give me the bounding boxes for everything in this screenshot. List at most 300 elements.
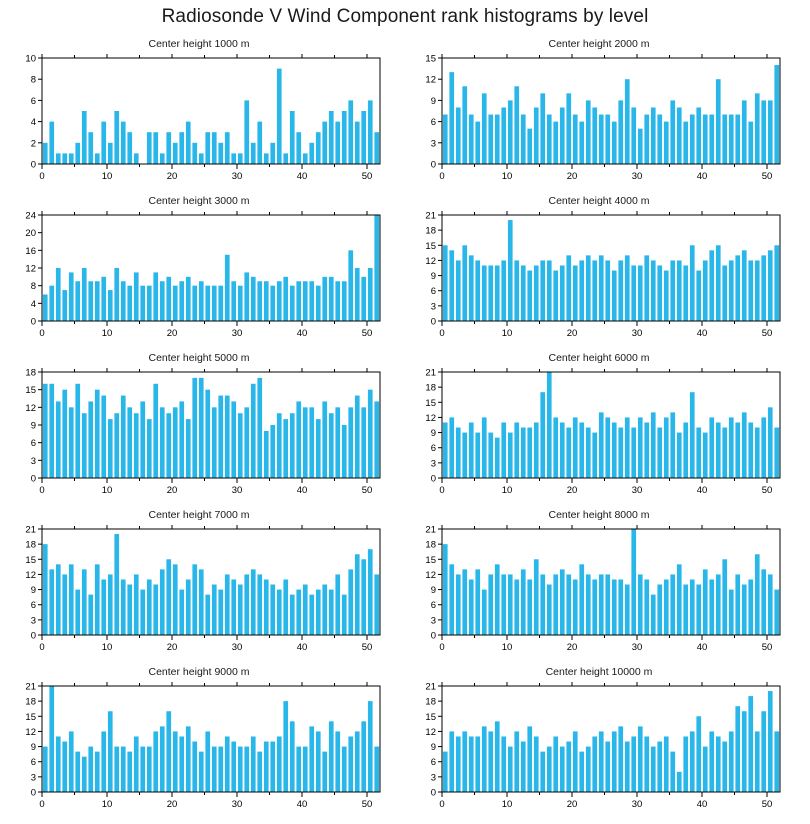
histogram-bar bbox=[173, 286, 178, 321]
histogram-bar bbox=[696, 585, 701, 635]
y-tick-label: 0 bbox=[30, 630, 36, 642]
histogram-bar bbox=[277, 736, 282, 792]
x-tick-label: 20 bbox=[166, 799, 178, 810]
x-tick-label: 50 bbox=[761, 485, 773, 496]
histogram-bar bbox=[121, 747, 126, 792]
plot-area bbox=[8, 368, 390, 500]
histogram-svg bbox=[408, 54, 790, 186]
y-tick-label: 6 bbox=[430, 443, 436, 455]
histogram-bar bbox=[625, 417, 630, 478]
histogram-bar bbox=[160, 569, 165, 635]
histogram-bar bbox=[290, 286, 295, 321]
histogram-bar bbox=[709, 115, 714, 164]
histogram-bar bbox=[527, 428, 532, 478]
histogram-bar bbox=[586, 574, 591, 635]
x-tick-label: 10 bbox=[101, 799, 113, 810]
histogram-bar bbox=[160, 153, 165, 164]
histogram-bar bbox=[56, 564, 61, 635]
histogram-bar bbox=[179, 590, 184, 635]
plot-area bbox=[408, 54, 790, 186]
histogram-bar bbox=[153, 132, 158, 164]
histogram-bar bbox=[192, 742, 197, 792]
histogram-bar bbox=[368, 701, 373, 792]
histogram-bar bbox=[638, 726, 643, 792]
histogram-bar bbox=[361, 407, 366, 478]
chart-panel bbox=[8, 666, 390, 823]
histogram-bar bbox=[49, 286, 54, 321]
histogram-bar bbox=[56, 153, 61, 164]
histogram-bar bbox=[664, 736, 669, 792]
histogram-bar bbox=[355, 731, 360, 792]
histogram-bar bbox=[186, 277, 191, 321]
histogram-bar bbox=[449, 417, 454, 478]
y-tick-label: 21 bbox=[425, 211, 436, 222]
histogram-bar bbox=[166, 413, 171, 478]
histogram-bar bbox=[644, 255, 649, 321]
histogram-bar bbox=[296, 281, 301, 321]
chart-panel bbox=[408, 38, 790, 195]
x-tick-label: 50 bbox=[761, 799, 773, 810]
histogram-bar bbox=[322, 122, 327, 164]
histogram-bar bbox=[218, 590, 223, 635]
histogram-bar bbox=[283, 579, 288, 635]
histogram-bar bbox=[49, 122, 54, 164]
histogram-bar bbox=[501, 574, 506, 635]
histogram-bar bbox=[527, 129, 532, 164]
y-tick-label: 12 bbox=[425, 74, 436, 86]
y-tick-label: 18 bbox=[425, 539, 436, 551]
histogram-bar bbox=[225, 255, 230, 321]
histogram-bar bbox=[179, 281, 184, 321]
histogram-bar bbox=[690, 115, 695, 164]
histogram-bar bbox=[140, 286, 145, 321]
histogram-bar bbox=[703, 747, 708, 792]
histogram-bar bbox=[75, 590, 80, 635]
histogram-bar bbox=[729, 260, 734, 321]
histogram-bar bbox=[231, 281, 236, 321]
histogram-bar bbox=[690, 579, 695, 635]
histogram-bar bbox=[553, 122, 558, 164]
histogram-bar bbox=[374, 132, 379, 164]
x-tick-label: 10 bbox=[101, 171, 113, 182]
histogram-bar bbox=[361, 721, 366, 792]
histogram-bar bbox=[173, 407, 178, 478]
histogram-bar bbox=[238, 747, 243, 792]
x-tick-label: 30 bbox=[231, 642, 243, 653]
histogram-bar bbox=[488, 265, 493, 321]
histogram-bar bbox=[690, 392, 695, 478]
histogram-bar bbox=[62, 290, 67, 321]
histogram-bar bbox=[95, 390, 100, 478]
histogram-bar bbox=[560, 265, 565, 321]
histogram-bar bbox=[644, 579, 649, 635]
histogram-bar bbox=[722, 559, 727, 635]
histogram-bar bbox=[49, 686, 54, 792]
histogram-bar bbox=[309, 726, 314, 792]
histogram-bar bbox=[768, 407, 773, 478]
y-tick-label: 0 bbox=[30, 159, 36, 171]
histogram-bar bbox=[56, 268, 61, 321]
histogram-bar bbox=[716, 736, 721, 792]
y-tick-label: 3 bbox=[430, 301, 436, 313]
histogram-bar bbox=[342, 425, 347, 478]
histogram-bar bbox=[534, 422, 539, 478]
histogram-svg bbox=[408, 525, 790, 657]
histogram-bar bbox=[270, 143, 275, 164]
histogram-bar bbox=[748, 696, 753, 792]
histogram-bar bbox=[43, 295, 48, 322]
histogram-bar bbox=[127, 752, 132, 792]
histogram-bar bbox=[101, 122, 106, 164]
histogram-bar bbox=[651, 107, 656, 164]
histogram-bar bbox=[270, 742, 275, 792]
histogram-bar bbox=[101, 579, 106, 635]
histogram-bar bbox=[199, 752, 204, 792]
histogram-bar bbox=[462, 433, 467, 478]
y-tick-label: 0 bbox=[430, 473, 436, 485]
y-tick-label: 9 bbox=[430, 95, 436, 107]
histogram-bar bbox=[631, 529, 636, 635]
x-tick-label: 0 bbox=[39, 328, 45, 339]
x-tick-label: 10 bbox=[501, 485, 513, 496]
x-tick-label: 0 bbox=[439, 328, 445, 339]
histogram-bar bbox=[238, 153, 243, 164]
histogram-bar bbox=[605, 417, 610, 478]
panel-title: Center height 8000 m bbox=[548, 509, 650, 521]
histogram-bar bbox=[625, 742, 630, 792]
histogram-bar bbox=[469, 736, 474, 792]
histogram-bar bbox=[82, 569, 87, 635]
histogram-bar bbox=[166, 277, 171, 321]
histogram-bar bbox=[709, 579, 714, 635]
histogram-bar bbox=[592, 736, 597, 792]
x-tick-label: 20 bbox=[566, 799, 578, 810]
histogram-bar bbox=[566, 742, 571, 792]
histogram-bar bbox=[670, 752, 675, 792]
histogram-bar bbox=[443, 115, 448, 164]
histogram-bar bbox=[361, 277, 366, 321]
histogram-bar bbox=[277, 413, 282, 478]
histogram-svg bbox=[8, 525, 390, 657]
histogram-bar bbox=[735, 706, 740, 792]
chart-panel bbox=[408, 509, 790, 666]
histogram-bar bbox=[147, 419, 152, 478]
histogram-bar bbox=[114, 268, 119, 321]
histogram-bar bbox=[88, 747, 93, 792]
y-tick-label: 15 bbox=[425, 554, 436, 566]
histogram-bar bbox=[722, 428, 727, 478]
histogram-bar bbox=[553, 271, 558, 321]
histogram-bar bbox=[443, 245, 448, 321]
histogram-bar bbox=[335, 407, 340, 478]
histogram-bar bbox=[108, 574, 113, 635]
histogram-bar bbox=[244, 747, 249, 792]
histogram-bar bbox=[501, 422, 506, 478]
y-tick-label: 21 bbox=[425, 368, 436, 379]
histogram-bar bbox=[101, 731, 106, 792]
plot-area bbox=[408, 211, 790, 343]
plot-area bbox=[8, 211, 390, 343]
histogram-bar bbox=[547, 585, 552, 635]
histogram-bar bbox=[443, 422, 448, 478]
histogram-bar bbox=[475, 569, 480, 635]
histogram-bar bbox=[270, 286, 275, 321]
histogram-bar bbox=[729, 590, 734, 635]
histogram-bar bbox=[761, 255, 766, 321]
histogram-bar bbox=[521, 428, 526, 478]
y-tick-label: 16 bbox=[25, 245, 36, 257]
histogram-bar bbox=[251, 277, 256, 321]
histogram-bar bbox=[212, 585, 217, 635]
histogram-bar bbox=[374, 747, 379, 792]
histogram-bar bbox=[696, 716, 701, 792]
histogram-bar bbox=[495, 115, 500, 164]
histogram-bar bbox=[768, 250, 773, 321]
histogram-bar bbox=[173, 143, 178, 164]
plot-area bbox=[408, 525, 790, 657]
y-tick-label: 15 bbox=[25, 554, 36, 566]
histogram-bar bbox=[599, 115, 604, 164]
histogram-bar bbox=[114, 111, 119, 164]
histogram-bar bbox=[573, 579, 578, 635]
histogram-bar bbox=[134, 736, 139, 792]
histogram-bar bbox=[69, 153, 74, 164]
histogram-bar bbox=[534, 559, 539, 635]
histogram-bar bbox=[716, 422, 721, 478]
y-tick-label: 3 bbox=[30, 772, 36, 784]
panel-title: Center height 9000 m bbox=[148, 666, 250, 678]
histogram-bar bbox=[218, 286, 223, 321]
histogram-svg bbox=[8, 211, 390, 343]
histogram-bar bbox=[449, 731, 454, 792]
x-tick-label: 30 bbox=[231, 799, 243, 810]
y-tick-label: 15 bbox=[425, 54, 436, 65]
histogram-bar bbox=[469, 579, 474, 635]
x-tick-label: 30 bbox=[631, 171, 643, 182]
x-tick-label: 50 bbox=[361, 485, 373, 496]
histogram-bar bbox=[677, 433, 682, 478]
histogram-bar bbox=[456, 574, 461, 635]
histogram-bar bbox=[482, 590, 487, 635]
histogram-bar bbox=[264, 742, 269, 792]
histogram-bar bbox=[303, 747, 308, 792]
histogram-bar bbox=[586, 747, 591, 792]
histogram-bar bbox=[755, 554, 760, 635]
x-tick-label: 0 bbox=[39, 799, 45, 810]
histogram-bar bbox=[547, 260, 552, 321]
histogram-bar bbox=[722, 115, 727, 164]
histogram-bar bbox=[560, 747, 565, 792]
histogram-bar bbox=[192, 378, 197, 478]
y-tick-label: 0 bbox=[30, 316, 36, 328]
histogram-bar bbox=[153, 272, 158, 321]
histogram-bar bbox=[134, 574, 139, 635]
histogram-bar bbox=[355, 396, 360, 478]
histogram-bar bbox=[108, 711, 113, 792]
x-tick-label: 10 bbox=[101, 642, 113, 653]
histogram-bar bbox=[456, 736, 461, 792]
histogram-bar bbox=[540, 260, 545, 321]
histogram-bar bbox=[173, 564, 178, 635]
histogram-bar bbox=[670, 412, 675, 478]
histogram-bar bbox=[127, 585, 132, 635]
histogram-bar bbox=[147, 579, 152, 635]
y-tick-label: 12 bbox=[425, 726, 436, 738]
histogram-bar bbox=[212, 747, 217, 792]
histogram-bar bbox=[75, 752, 80, 792]
histogram-bar bbox=[618, 726, 623, 792]
histogram-bar bbox=[192, 143, 197, 164]
x-tick-label: 50 bbox=[761, 328, 773, 339]
histogram-bar bbox=[592, 433, 597, 478]
histogram-bar bbox=[644, 422, 649, 478]
histogram-bar bbox=[56, 736, 61, 792]
histogram-bar bbox=[335, 281, 340, 321]
histogram-bar bbox=[335, 574, 340, 635]
y-tick-label: 12 bbox=[25, 726, 36, 738]
x-tick-label: 50 bbox=[361, 171, 373, 182]
histogram-bar bbox=[683, 585, 688, 635]
x-tick-label: 40 bbox=[696, 171, 708, 182]
histogram-bar bbox=[205, 595, 210, 635]
histogram-bar bbox=[696, 271, 701, 321]
histogram-bar bbox=[140, 747, 145, 792]
histogram-bar bbox=[612, 271, 617, 321]
histogram-bar bbox=[88, 281, 93, 321]
histogram-bar bbox=[755, 428, 760, 478]
histogram-bar bbox=[443, 544, 448, 635]
x-tick-label: 0 bbox=[39, 485, 45, 496]
histogram-bar bbox=[553, 574, 558, 635]
chart-panel bbox=[8, 195, 390, 352]
histogram-bar bbox=[768, 100, 773, 164]
histogram-bar bbox=[264, 579, 269, 635]
y-tick-label: 21 bbox=[425, 525, 436, 536]
histogram-bar bbox=[599, 574, 604, 635]
histogram-bar bbox=[114, 534, 119, 635]
y-tick-label: 3 bbox=[430, 615, 436, 627]
histogram-bar bbox=[599, 412, 604, 478]
histogram-bar bbox=[501, 736, 506, 792]
histogram-bar bbox=[657, 742, 662, 792]
histogram-bar bbox=[264, 281, 269, 321]
histogram-svg bbox=[408, 682, 790, 814]
histogram-bar bbox=[101, 277, 106, 321]
y-tick-label: 3 bbox=[30, 615, 36, 627]
histogram-bar bbox=[205, 132, 210, 164]
histogram-bar bbox=[205, 731, 210, 792]
x-tick-label: 40 bbox=[296, 642, 308, 653]
histogram-bar bbox=[296, 401, 301, 478]
histogram-bar bbox=[488, 731, 493, 792]
histogram-bar bbox=[657, 428, 662, 478]
histogram-bar bbox=[644, 736, 649, 792]
histogram-bar bbox=[82, 757, 87, 792]
histogram-bar bbox=[205, 390, 210, 478]
y-tick-label: 8 bbox=[30, 74, 36, 86]
histogram-bar bbox=[82, 413, 87, 478]
y-tick-label: 0 bbox=[30, 473, 36, 485]
chart-panel bbox=[408, 666, 790, 823]
histogram-bar bbox=[277, 590, 282, 635]
y-tick-label: 0 bbox=[430, 159, 436, 171]
y-tick-label: 9 bbox=[30, 585, 36, 597]
histogram-bar bbox=[644, 115, 649, 164]
histogram-bar bbox=[755, 731, 760, 792]
histogram-bar bbox=[290, 595, 295, 635]
histogram-bar bbox=[322, 585, 327, 635]
histogram-bar bbox=[521, 569, 526, 635]
histogram-bar bbox=[748, 122, 753, 164]
histogram-bar bbox=[69, 564, 74, 635]
histogram-bar bbox=[579, 752, 584, 792]
plot-area bbox=[408, 682, 790, 814]
histogram-bar bbox=[527, 579, 532, 635]
y-tick-label: 6 bbox=[430, 117, 436, 129]
histogram-bar bbox=[462, 569, 467, 635]
histogram-bar bbox=[768, 691, 773, 792]
y-tick-label: 18 bbox=[425, 696, 436, 708]
histogram-bar bbox=[199, 153, 204, 164]
histogram-bar bbox=[88, 401, 93, 478]
histogram-bar bbox=[605, 574, 610, 635]
histogram-bar bbox=[173, 731, 178, 792]
histogram-bar bbox=[716, 79, 721, 164]
histogram-bar bbox=[677, 260, 682, 321]
histogram-bar bbox=[514, 579, 519, 635]
histogram-bar bbox=[488, 115, 493, 164]
y-tick-label: 18 bbox=[25, 696, 36, 708]
histogram-bar bbox=[625, 79, 630, 164]
histogram-bar bbox=[43, 747, 48, 792]
histogram-bar bbox=[329, 111, 334, 164]
histogram-bar bbox=[605, 742, 610, 792]
histogram-bar bbox=[514, 260, 519, 321]
histogram-bar bbox=[716, 574, 721, 635]
histogram-bar bbox=[361, 111, 366, 164]
histogram-bar bbox=[735, 115, 740, 164]
histogram-bar bbox=[88, 595, 93, 635]
histogram-bar bbox=[296, 590, 301, 635]
histogram-bar bbox=[309, 143, 314, 164]
panel-title: Center height 4000 m bbox=[548, 195, 650, 207]
x-tick-label: 40 bbox=[696, 485, 708, 496]
histogram-bar bbox=[160, 726, 165, 792]
y-tick-label: 9 bbox=[430, 585, 436, 597]
histogram-bar bbox=[469, 255, 474, 321]
histogram-bar bbox=[703, 569, 708, 635]
histogram-bar bbox=[270, 585, 275, 635]
histogram-bar bbox=[179, 132, 184, 164]
x-tick-label: 30 bbox=[631, 642, 643, 653]
histogram-bar bbox=[527, 271, 532, 321]
histogram-bar bbox=[238, 413, 243, 478]
histogram-bar bbox=[599, 255, 604, 321]
histogram-bar bbox=[231, 401, 236, 478]
histogram-bar bbox=[670, 260, 675, 321]
histogram-bar bbox=[638, 574, 643, 635]
histogram-bar bbox=[553, 736, 558, 792]
histogram-bar bbox=[690, 245, 695, 321]
histogram-bar bbox=[303, 281, 308, 321]
panel-title: Center height 2000 m bbox=[548, 38, 650, 50]
histogram-bar bbox=[625, 585, 630, 635]
y-tick-label: 6 bbox=[430, 286, 436, 298]
histogram-bar bbox=[560, 569, 565, 635]
histogram-bar bbox=[774, 245, 779, 321]
histogram-bar bbox=[322, 401, 327, 478]
panel-title: Center height 7000 m bbox=[148, 509, 250, 521]
